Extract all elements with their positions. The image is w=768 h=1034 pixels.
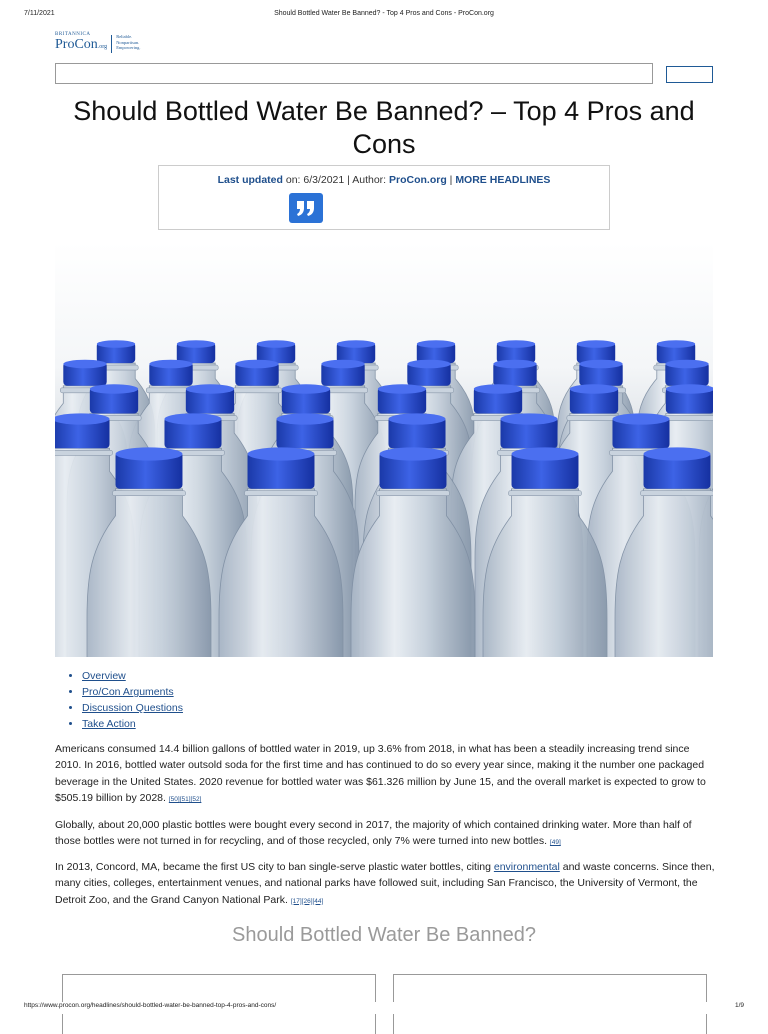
bottles-illustration [55,242,713,657]
logo-tagline: Reliable. Nonpartisan. Empowering. [116,34,141,50]
paragraph-bans-text: In 2013, Concord, MA, became the first US city to ban single-serve plastic water bottles, citing [55,861,494,873]
citation-link[interactable]: [51] [179,795,191,803]
paragraph-bans [55,859,715,910]
tab-discussion-questions[interactable] [82,700,183,716]
print-url: https://www.procon.org/headlines/should-bottled-water-be-banned-top-4-pros-and-cons/ [24,1002,277,1009]
paragraph-global-bottles-text: Globally, about 20,000 plastic bottles were bought every second in 2017, the majority of which contained drinking water. More than half of those bottles were not turned in for recycling, and of those recycled, only 7% were turned into new bottles. [55,819,692,848]
more-headlines-link[interactable]: MORE HEADLINES [455,174,551,186]
meta-separator: | [446,174,456,186]
article-meta [158,165,610,230]
tab-take-action-link[interactable]: Take Action [82,718,136,730]
procon-logo[interactable] [55,32,141,56]
tab-overview-link[interactable]: Overview [82,670,126,682]
search-input[interactable] [55,63,653,84]
print-footer [0,1002,768,1014]
quote-icon [295,199,317,217]
logo-divider [111,35,112,53]
search-button[interactable] [666,66,713,83]
tab-overview[interactable] [82,668,183,684]
section-heading: Should Bottled Water Be Banned? [232,924,536,946]
tab-pro-con-arguments-link[interactable]: Pro/Con Arguments [82,686,174,698]
citation-link[interactable]: [52] [190,795,202,803]
print-date: 7/11/2021 [24,10,55,17]
citation-link[interactable]: [44] [312,897,324,905]
hero-image-bottled-water [55,242,713,657]
paragraph-consumption [55,741,715,808]
paragraph-bans-text-cont: and waste concerns. Since then, many cities, colleges, entertainment venues, and national parks have followed suit, including San Francisco, the University of Vermont, the Detroit Zoo, and the Grand Canyon National Park. [55,861,715,906]
tab-pro-con-arguments[interactable] [82,684,183,700]
tab-take-action[interactable] [82,716,183,732]
author-link[interactable]: ProCon.org [389,174,447,186]
cite-button[interactable] [289,193,323,223]
print-doc-title: Should Bottled Water Be Banned? - Top 4 Pros and Cons - ProCon.org [274,10,494,17]
citation-link[interactable]: [17] [290,897,302,905]
environmental-link[interactable]: environmental [493,861,560,873]
logo-procon: ProCon.org [55,37,108,52]
paragraph-global-bottles [55,817,715,852]
search-bar [55,63,713,86]
meta-date: on: 6/3/2021 | Author: [282,174,389,186]
article-tabs [70,668,183,732]
citation-link[interactable]: [50] [168,795,180,803]
paragraph-consumption-text: Americans consumed 14.4 billion gallons of bottled water in 2019, up 3.6% from 2018, in what has been a steadily increasing trend since 2010. In 2016, bottled water outsold soda for the first time and has continued to do so every year since, making it the number one packaged beverage in the United States. 2020 revenue for bottled water was $61.326 million by June 15, and the overall market is expected to grow to $505.19 billion by 2028. [55,743,706,804]
last-updated-link[interactable]: Last updated [217,174,283,186]
page-title: Should Bottled Water Be Banned? – Top 4 Pros and Cons [73,96,695,159]
meta-line [159,174,609,186]
citation-link[interactable]: [26] [301,897,313,905]
print-header [0,10,768,22]
citation-link[interactable]: [49] [549,839,561,847]
tab-discussion-questions-link[interactable]: Discussion Questions [82,702,183,714]
logo-britannica: BRITANNICA [55,32,91,37]
print-page-number: 1/9 [734,1002,744,1009]
